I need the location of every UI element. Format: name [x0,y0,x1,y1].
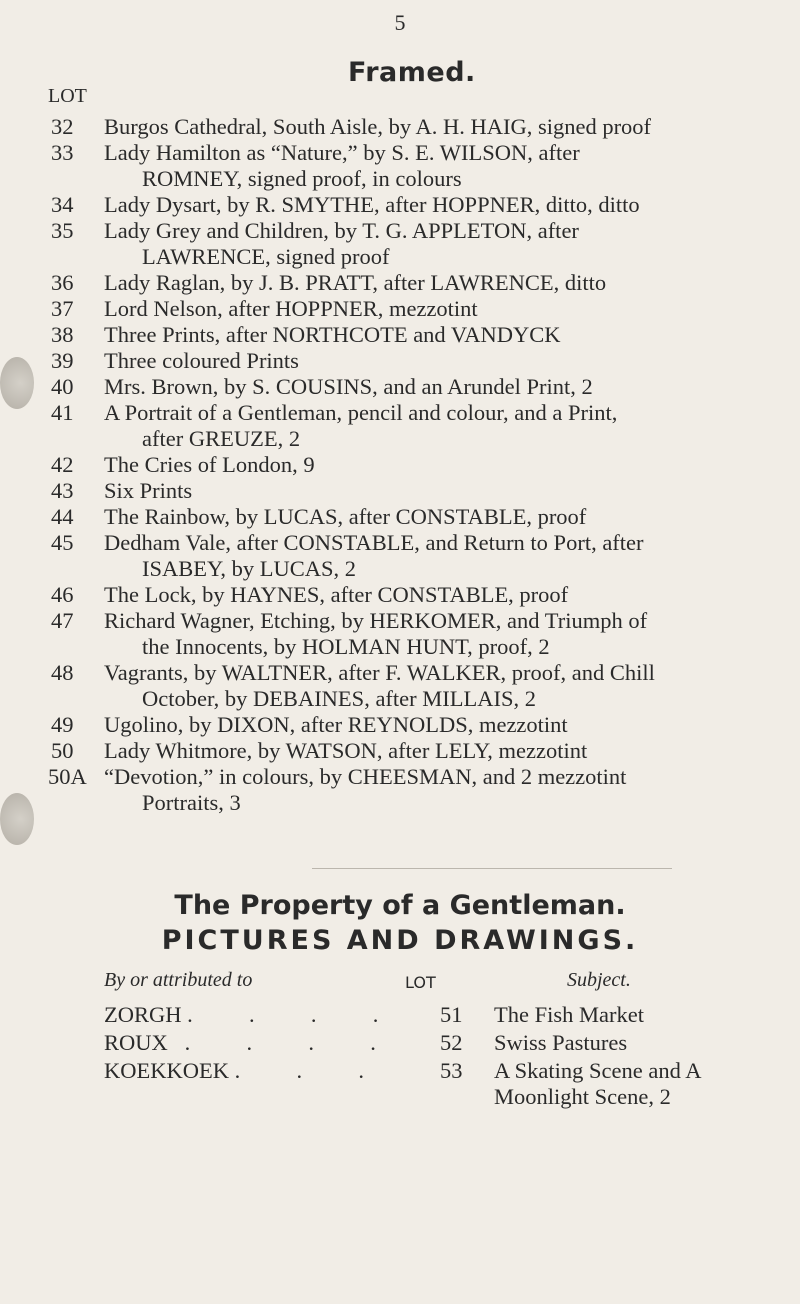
lot-row [0,114,800,140]
lot-description [104,530,800,582]
lot-number: 40 [51,374,74,399]
lot-number: 47 [51,608,74,633]
lot-description [104,764,800,816]
picture-subject: Swiss Pastures [494,1030,628,1055]
section-title: Framed. [348,57,476,88]
lot-description [104,322,800,348]
lot-number: 50 [51,738,74,763]
lot-number: 34 [51,192,74,217]
lot-number: 38 [51,322,74,347]
property-title: The Property of a Gentleman. [174,890,626,921]
lot-description-line: Three Prints, after NORTHCOTE and VANDYCK [104,322,561,347]
lot-description [104,738,800,764]
lot-description-line: Mrs. Brown, by S. COUSINS, and an Arundel Print, 2 [104,374,593,399]
lot-row [0,400,800,452]
lot-number: 44 [51,504,74,529]
lot-row [0,322,800,348]
lot-description-line: Lady Grey and Children, by T. G. APPLETON, after [104,218,579,243]
lot-description [104,114,800,140]
picture-artist: ROUX . . . . [104,1030,376,1055]
lot-description-line: The Lock, by HAYNES, after CONSTABLE, proof [104,582,569,607]
lot-description-line: Vagrants, by WALTNER, after F. WALKER, proof, and Chill [104,660,655,685]
lot-number: 36 [51,270,74,295]
lot-description-line: Dedham Vale, after CONSTABLE, and Return to Port, after [104,530,644,555]
picture-lot-number: 53 [440,1058,463,1083]
lot-number: 33 [51,140,74,165]
lot-description-continuation: October, by DEBAINES, after MILLAIS, 2 [142,686,537,711]
lot-description [104,296,800,322]
lot-description-continuation: Portraits, 3 [142,790,241,815]
lot-row [0,218,800,270]
lot-description [104,660,800,712]
lot-row [0,530,800,582]
lot-description-line: Six Prints [104,478,193,503]
artist-column-header: By or attributed to [104,969,253,991]
lot-row [0,738,800,764]
lot-description-line: “Devotion,” in colours, by CHEESMAN, and 2 mezzotint [104,764,627,789]
lot-description-line: Three coloured Prints [104,348,299,373]
lot-description [104,270,800,296]
lot-description [104,608,800,660]
lot-row [0,192,800,218]
lot-row [0,660,800,712]
lot-row [0,582,800,608]
lot-number: 48 [51,660,74,685]
pictures-title: PICTURES AND DRAWINGS. [161,925,639,956]
lot-description-line: Lady Dysart, by R. SMYTHE, after HOPPNER, ditto, ditto [104,192,640,217]
lot-description [104,374,800,400]
lot-description-continuation: ISABEY, by LUCAS, 2 [142,556,356,581]
lot-description-line: Lady Raglan, by J. B. PRATT, after LAWRENCE, ditto [104,270,607,295]
page-number: 5 [394,10,406,35]
lot-row [0,764,800,816]
lot-description [104,504,800,530]
subject-column-header: Subject. [567,969,631,991]
lot-row [0,296,800,322]
picture-lot-number: 52 [440,1030,463,1055]
lot-row [0,504,800,530]
lot-row [0,452,800,478]
lot-description-line: Burgos Cathedral, South Aisle, by A. H. HAIG, signed proof [104,114,652,139]
lot-number: 50A [48,764,87,789]
lot-description [104,582,800,608]
section-divider [312,868,672,869]
lot-number: 32 [51,114,74,139]
picture-lot-number: 51 [440,1002,463,1027]
lot-description [104,348,800,374]
lot-row [0,140,800,192]
lot-number: 41 [51,400,74,425]
lot-number: 46 [51,582,74,607]
lot-description-continuation: ROMNEY, signed proof, in colours [142,166,462,191]
lot-description [104,218,800,270]
lot-number: 35 [51,218,74,243]
lot-description [104,712,800,738]
lot-row [0,712,800,738]
lot-row [0,478,800,504]
lot-description-line: Lady Hamilton as “Nature,” by S. E. WILSON, after [104,140,580,165]
lot-description-line: The Rainbow, by LUCAS, after CONSTABLE, proof [104,504,587,529]
lot-description [104,192,800,218]
picture-artist: ZORGH . . . . [104,1002,379,1027]
lot-description-continuation: after GREUZE, 2 [142,426,301,451]
lot-number: 45 [51,530,74,555]
lot-description-line: Lord Nelson, after HOPPNER, mezzotint [104,296,478,321]
lot-row [0,270,800,296]
lot-list [0,114,800,816]
lot-description-line: Ugolino, by DIXON, after REYNOLDS, mezzotint [104,712,568,737]
lot-description [104,140,800,192]
lot-description-line: A Portrait of a Gentleman, pencil and colour, and a Print, [104,400,618,425]
lot-row [0,348,800,374]
lot-row [0,374,800,400]
lot-description [104,400,800,452]
lot-description-line: Lady Whitmore, by WATSON, after LELY, mezzotint [104,738,588,763]
lot-description [104,452,800,478]
lot-number: 42 [51,452,74,477]
lot-number: 49 [51,712,74,737]
lot-description-line: Richard Wagner, Etching, by HERKOMER, and Triumph of [104,608,648,633]
lot-description-continuation: the Innocents, by HOLMAN HUNT, proof, 2 [142,634,550,659]
picture-subject: The Fish Market [494,1002,644,1027]
lot-number: 43 [51,478,74,503]
pictures-lot-column-header: LOT [405,973,436,992]
lot-row [0,608,800,660]
lot-number: 37 [51,296,74,321]
lot-column-header: LOT [48,85,87,107]
lot-number: 39 [51,348,74,373]
lot-description-line: The Cries of London, 9 [104,452,315,477]
lot-description-continuation: LAWRENCE, signed proof [142,244,390,269]
lot-description [104,478,800,504]
picture-subject: A Skating Scene and A Moonlight Scene, 2 [494,1058,701,1109]
picture-artist: KOEKKOEK . . . [104,1058,364,1083]
